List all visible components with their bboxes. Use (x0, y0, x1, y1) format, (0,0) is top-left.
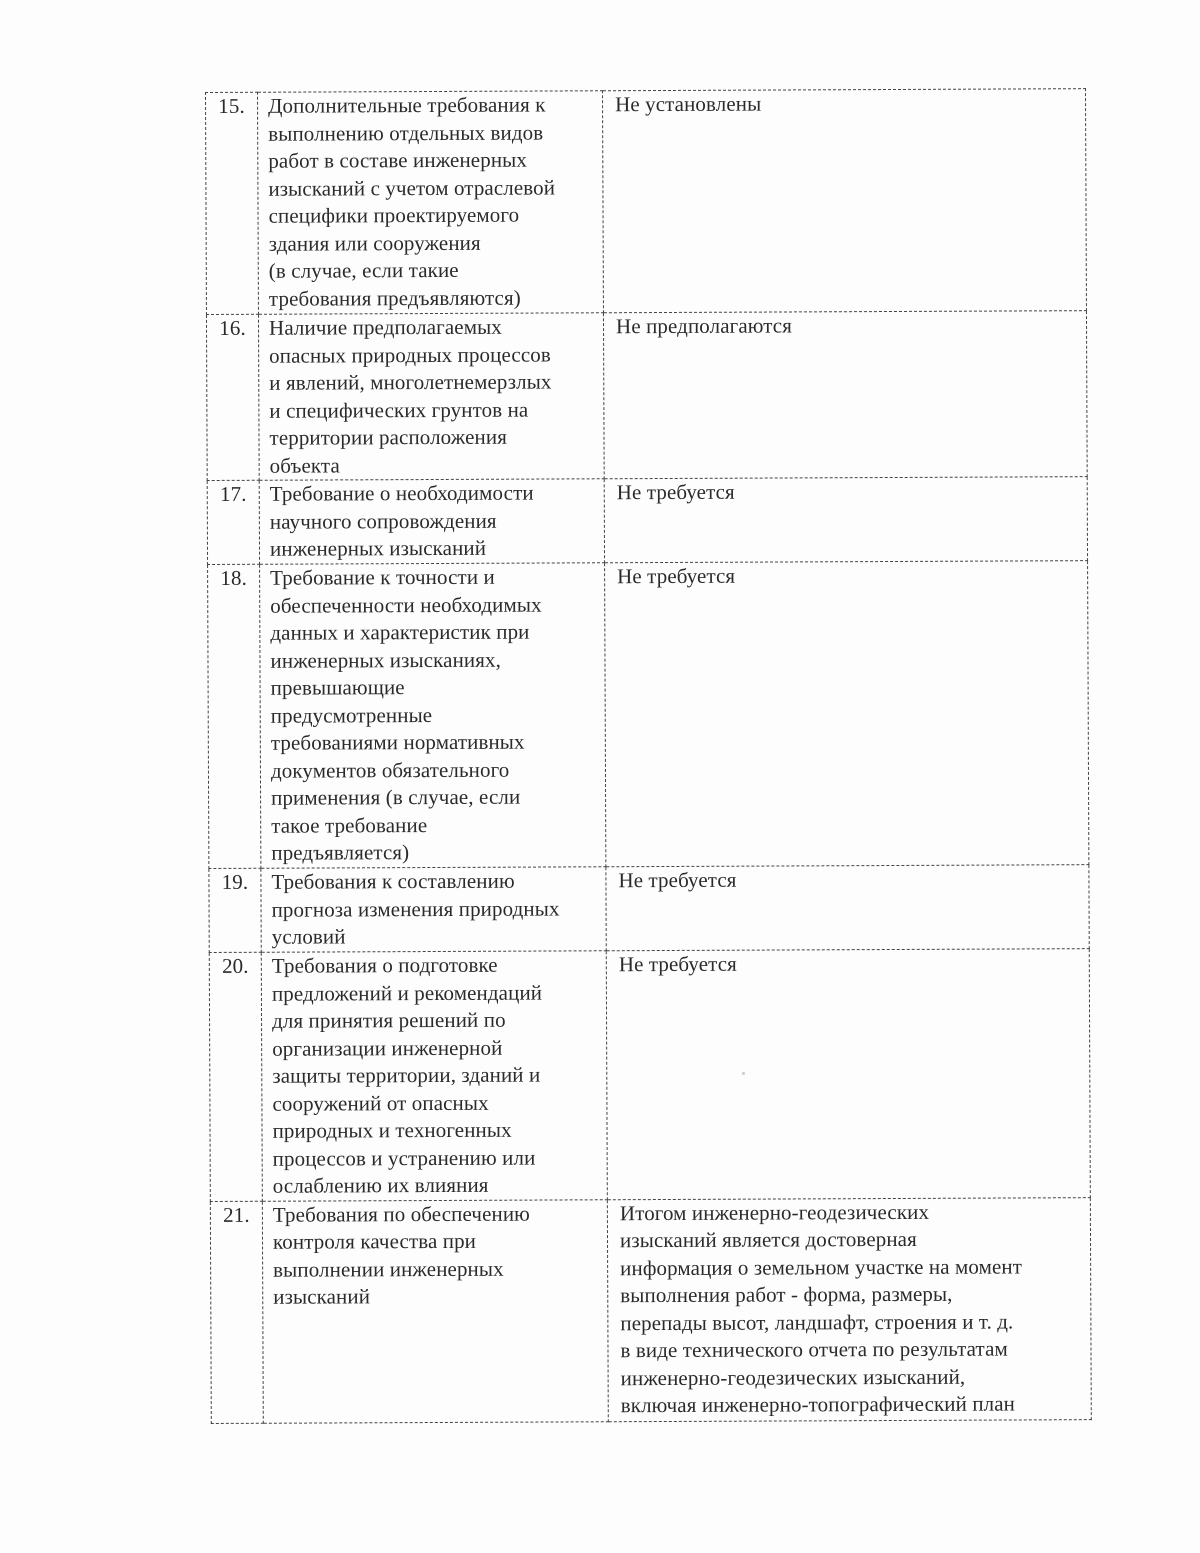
table-row (206, 89, 1087, 315)
value-cell: Не требуется (605, 561, 1089, 867)
table-row (207, 477, 1087, 565)
requirement-cell: Требование к точности и обеспеченности необходимых данных и характеристик при инженерных изысканиях, превышающие предусмотренные требованиями нормативных документов обязательного применения (в случае, если такое требование предъявляется) (260, 563, 606, 869)
requirement-cell: Требования о подготовке предложений и рекомендаций для принятия решений по организации инженерной защиты территории, зданий и сооружений от опасных природных и техногенных процессов и устранению или ослаблению их влияния (261, 951, 607, 1201)
row-number: 16. (206, 314, 259, 480)
table-row (206, 311, 1087, 481)
table-row (208, 561, 1089, 869)
requirement-cell: Требование о необходимости научного сопровождения инженерных изысканий (259, 479, 604, 565)
scan-speck (742, 1072, 745, 1075)
value-cell: Не предполагаются (603, 311, 1087, 479)
value-cell: Итогом инженерно-геодезических изысканий является достоверная информация о земельном участке на момент выполнения работ - форма, размеры, перепады высот, ландшафт, строения и т. д. в виде технического отчета по результатам инженерно-геодезических изысканий, включая инженерно-топографический план (607, 1197, 1091, 1421)
requirement-cell: Наличие предполагаемых опасных природных процессов и явлений, многолетнемерзлых и специфических грунтов на территории расположения объекта (258, 313, 604, 481)
requirement-cell: Требования по обеспечению контроля качества при выполнении инженерных изысканий (262, 1199, 608, 1423)
row-number: 18. (208, 564, 261, 868)
table-row (209, 865, 1089, 953)
table-row (209, 949, 1090, 1201)
row-number: 19. (209, 868, 261, 952)
row-number: 21. (210, 1201, 263, 1423)
value-cell: Не требуется (606, 949, 1090, 1200)
value-cell: Не требуется (604, 477, 1087, 563)
requirement-cell: Требования к составлению прогноза изменения природных условий (261, 867, 606, 953)
table-row (210, 1197, 1091, 1423)
requirement-cell: Дополнительные требования к выполнению отдельных видов работ в составе инженерных изысканий с учетом отраслевой специфики проектируемого здания или сооружения (в случае, если такие требования предъявляются) (258, 91, 604, 315)
row-number: 17. (207, 480, 259, 564)
value-cell: Не установлены (602, 89, 1086, 313)
row-number: 15. (206, 92, 259, 314)
row-number: 20. (209, 952, 262, 1201)
requirements-table (205, 88, 1092, 1423)
value-cell: Не требуется (606, 865, 1089, 951)
